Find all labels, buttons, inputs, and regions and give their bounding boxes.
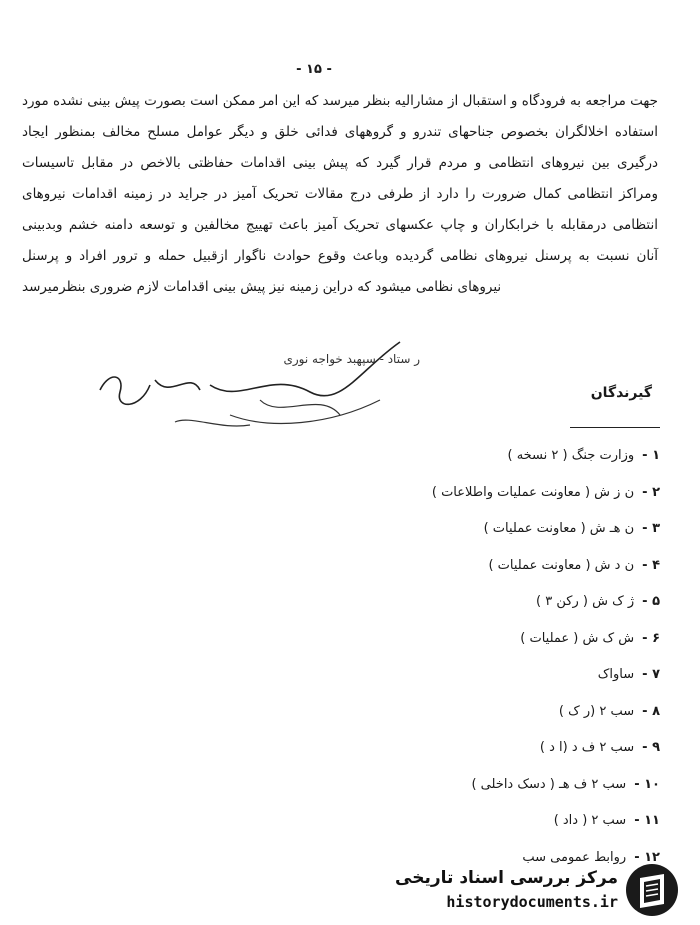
recipient-item [400, 558, 660, 595]
recipient-item [400, 813, 660, 850]
recipient-item [400, 777, 660, 814]
recipient-number: ۵ - [642, 594, 660, 609]
recipient-text: ن هـ ش ( معاونت عملیات ) [483, 521, 635, 536]
body-line: درگیری بین نیروهای انتظامی و مردم قرار گیرد که پیش بینی اقدامات حفاظتی بالاخص در مقابل تاسیسات [22, 155, 658, 171]
recipient-number: ۱ - [642, 448, 660, 463]
recipient-number: ۹ - [642, 740, 660, 755]
watermark-url[interactable]: historydocuments.ir [446, 893, 618, 911]
body-line: جهت مراجعه به فرودگاه و استقبال از مشارالیه بنظر میرسد که این امر ممکن است بصورت پیش بینی نشده مورد [22, 93, 658, 109]
recipient-text: ساواک [597, 667, 635, 682]
recipient-item [400, 594, 660, 631]
watermark-title: مرکز بررسی اسناد تاریخی [395, 868, 618, 888]
recipient-number: ۶ - [642, 630, 660, 646]
recipient-text: ن د ش ( معاونت عملیات ) [488, 557, 635, 573]
recipient-number: ۱۰ - [634, 776, 660, 792]
recipient-text: سب ۲ ف هـ ( دسک داخلی ) [471, 776, 627, 792]
recipient-item [400, 740, 660, 777]
recipients-heading: گیرندگان [590, 385, 652, 401]
recipient-item [400, 704, 660, 741]
recipient-number: ۳ - [642, 521, 660, 536]
recipient-text: روابط عمومی سب [522, 849, 627, 865]
recipients-list [400, 448, 660, 886]
recipient-item [400, 667, 660, 704]
body-line: نیروهای نظامی میشود که دراین زمینه نیز پیش بینی اقدامات لازم ضروری بنظرمیرسد [22, 279, 502, 295]
body-line: انتظامی درمقابله با خرابکاران و چاپ عکسهای تحریک آمیز باعث تهییج مخالفین و توسعه دامنه خشم وبدبینی [22, 217, 658, 233]
signature-caption: ر ستاد - سپهبد خواجه نوری [283, 352, 420, 366]
recipient-text: سب ۲ (ر ک ) [558, 703, 635, 719]
recipient-number: ۸ - [642, 703, 660, 719]
recipient-text: ش ک ش ( عملیات ) [520, 630, 635, 646]
recipient-text: وزارت جنگ ( ۲ نسخه ) [507, 448, 635, 463]
recipient-text: ژ ک ش ( رکن ۳ ) [536, 594, 635, 609]
recipient-number: ۴ - [642, 557, 660, 573]
recipient-number: ۲ - [642, 484, 660, 500]
document-body [22, 86, 658, 303]
recipient-item [400, 631, 660, 668]
handwritten-signature [80, 330, 420, 440]
archive-logo-icon [624, 862, 680, 918]
recipient-item [400, 521, 660, 558]
recipient-text: ن ز ش ( معاونت عملیات واطلاعات ) [431, 484, 635, 500]
body-line: آنان نسبت به پرسنل نیروهای نظامی گردیده وباعث وقوع حوادث ناگوار ازقبیل حمله و ترور افراد و پرسنل [22, 248, 658, 264]
recipient-number: ۱۱ - [634, 813, 660, 828]
recipient-number: ۷ - [642, 667, 660, 682]
recipient-number: ۱۲ - [634, 849, 660, 865]
body-line: استفاده اخلالگران بخصوص جناحهای تندرو و گروههای فدائی خلق و دیگر عوامل مسلح مخالف بمنظور ایجاد [22, 124, 658, 140]
recipient-item [400, 448, 660, 485]
recipient-item [400, 485, 660, 522]
recipient-text: سب ۲ ف د (ا د ) [539, 740, 635, 755]
body-line: ومراکز انتظامی کمال ضرورت را دارد از طرفی درج مقالات تحریک آمیز در جراید در زمینه اقدامات نیروهای [22, 186, 658, 202]
heading-underline [570, 427, 660, 428]
recipient-text: سب ۲ ( داد ) [553, 813, 627, 828]
watermark [395, 862, 680, 918]
page-number: - ۱۵ - [296, 62, 332, 77]
